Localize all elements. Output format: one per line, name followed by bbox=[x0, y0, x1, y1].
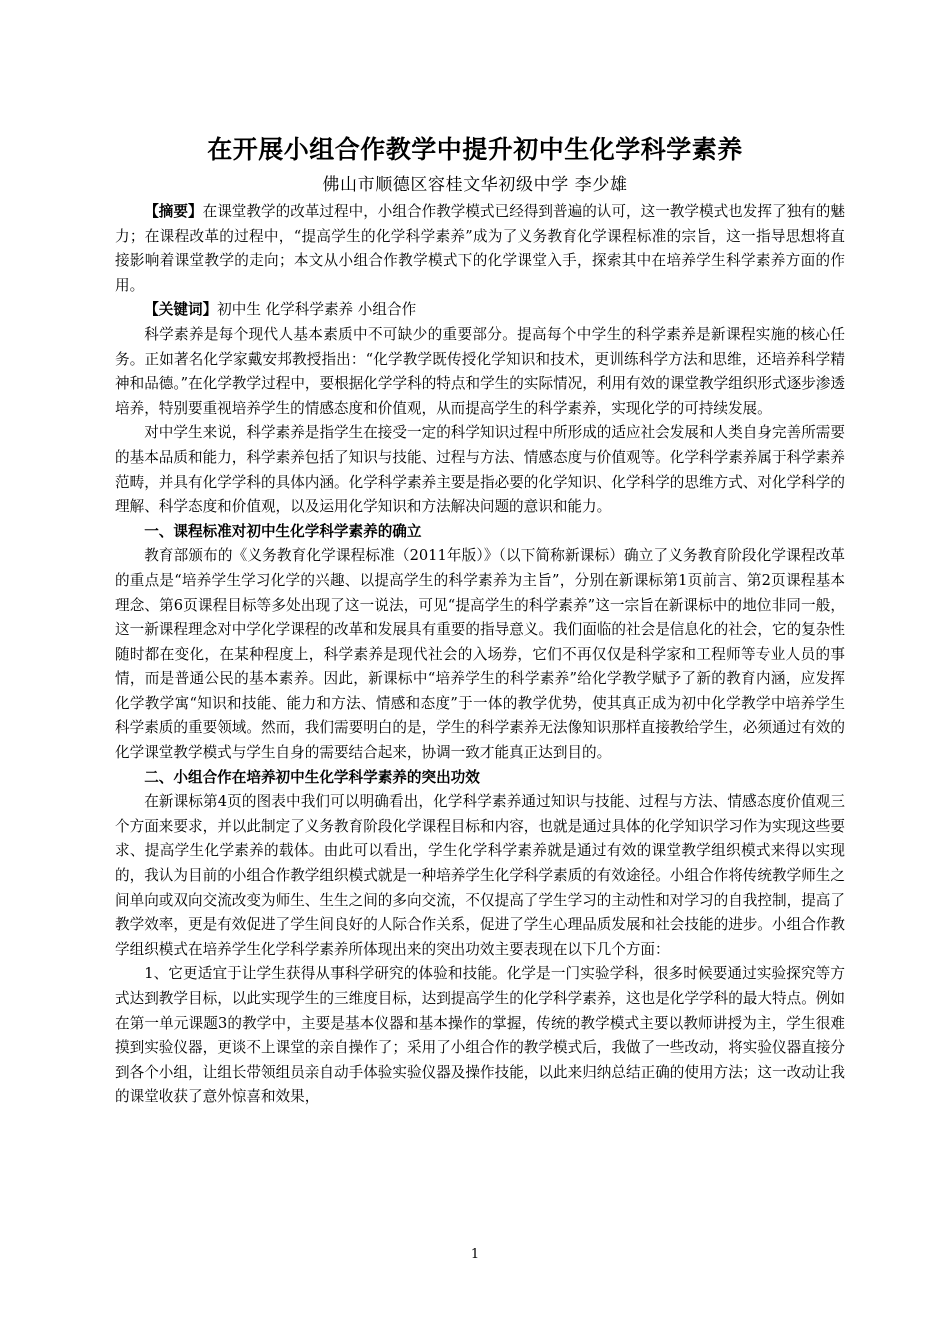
section-2-point-1: 1、它更适宜于让学生获得从事科学研究的体验和技能。化学是一门实验学科，很多时候要通过实验探究等方式达到教学目标，以此实现学生的三维度目标，达到提高学生的化学科学素养，这也是化学学科的最大特点。例如在第一单元课题3的教学中，主要是基本仪器和基本操作的掌握，传统的教学模式主要以教师讲授为主，学生很难摸到实验仪器，更谈不上课堂的亲自操作了；采用了小组合作的教学模式后，我做了一些改动，将实验仪器直接分到各个小组，让组长带领组员亲自动手体验实验仪器及操作技能，以此来归纳总结正确的使用方法；这一改动让我的课堂收获了意外惊喜和效果， bbox=[115, 965, 845, 1106]
keywords-paragraph bbox=[115, 298, 845, 323]
section-1-paragraph: 教育部颁布的《义务教育化学课程标准（2011年版）》（以下简称新课标）确立了义务教育阶段化学课程改革的重点是“培养学生学习化学的兴趣、以提高学生的科学素养为主旨”，分别在新课标第1页前言、第2页课程基本理念、第6页课程目标等多处出现了这一说法，可见“提高学生的科学素养”这一宗旨在新课标中的地位非同一般，这一新课程理念对中学化学课程的改革和发展具有重要的指导意义。我们面临的社会是信息化的社会，它的复杂性随时都在变化，在某种程度上，科学素养是现代社会的入场券，它们不再仅仅是科学家和工程师等专业人员的事情，而是普通公民的基本素养。因此，新课标中“培养学生的科学素养”给化学教学赋予了新的教育内涵，应发挥化学教学寓“知识和技能、能力和方法、情感和态度”于一体的教学优势，使其真正成为初中化学教学中培养学生科学素质的重要领域。然而，我们需要明白的是，学生的科学素养无法像知识那样直接教给学生，必须通过有效的化学课堂教学模式与学生自身的需要结合起来，协调一致才能真正达到目的。 bbox=[115, 547, 845, 762]
section-2-paragraph: 在新课标第4页的图表中我们可以明确看出，化学科学素养通过知识与技能、过程与方法、情感态度价值观三个方面来要求，并以此制定了义务教育阶段化学课程目标和内容，也就是通过具体的化学知识学习作为实现这些要求、提高学生化学素养的载体。由此可以看出，学生化学科学素养就是通过有效的课堂教学组织模式来得以实现的，我认为目前的小组合作教学组织模式就是一种培养学生化学科学素质的有效途径。小组合作将传统教学师生之间单向或双向交流改变为师生、生生之间的多向交流，不仅提高了学生学习的主动性和对学习的自我控制，提高了教学效率，更是有效促进了学生间良好的人际合作关系，促进了学生心理品质发展和社会技能的进步。小组合作教学组织模式在培养学生化学科学素养所体现出来的突出功效主要表现在以下几个方面： bbox=[115, 793, 845, 958]
page-number: 1 bbox=[470, 1247, 480, 1262]
abstract-paragraph bbox=[115, 200, 845, 298]
article-body bbox=[115, 200, 845, 1110]
page-title: 在开展小组合作教学中提升初中生化学科学素养 bbox=[207, 135, 743, 164]
intro-paragraph-2: 对中学生来说，科学素养是指学生在接受一定的科学知识过程中所形成的适应社会发展和人类自身完善所需要的基本品质和能力，科学素养包括了知识与技能、过程与方法、情感态度与价值观等。化学科学素养属于科学素养范畴，并具有化学学科的具体内涵。化学科学素养主要是指必要的化学知识、化学科学的思维方式、对化学科学的理解、科学态度和价值观，以及运用化学知识和方法解决问题的意识和能力。 bbox=[115, 424, 845, 516]
keywords-text: 初中生 化学科学素养 小组合作 bbox=[217, 301, 417, 319]
section-2-heading: 二、小组合作在培养初中生化学科学素养的突出功效 bbox=[144, 768, 480, 786]
intro-paragraph-1: 科学素养是每个现代人基本素质中不可缺少的重要部分。提高每个中学生的科学素养是新课程实施的核心任务。正如著名化学家戴安邦教授指出：“化学教学既传授化学知识和技术，更训练科学方法和思维，还培养科学精神和品德。”在化学教学过程中，要根据化学学科的特点和学生的实际情况，利用有效的课堂教学组织形式逐步渗透培养，特别要重视培养学生的情感态度和价值观，从而提高学生的科学素养，实现化学的可持续发展。 bbox=[115, 325, 845, 417]
section-1-heading: 一、课程标准对初中生化学科学素养的确立 bbox=[144, 522, 422, 540]
author-line: 佛山市顺德区容桂文华初级中学 李少雄 bbox=[322, 175, 628, 195]
abstract-text: 在课堂教学的改革过程中，小组合作教学模式已经得到普遍的认可，这一教学模式也发挥了独有的魅力；在课程改革的过程中，“提高学生的化学科学素养”成为了义务教育化学课程标准的宗旨，这一指导思想将直接影响着课堂教学的走向；本文从小组合作教学模式下的化学课堂入手，探索其中在培养学生科学素养方面的作用。 bbox=[115, 203, 845, 294]
abstract-label: 【摘要】 bbox=[144, 203, 203, 220]
keywords-label: 【关键词】 bbox=[144, 301, 218, 319]
